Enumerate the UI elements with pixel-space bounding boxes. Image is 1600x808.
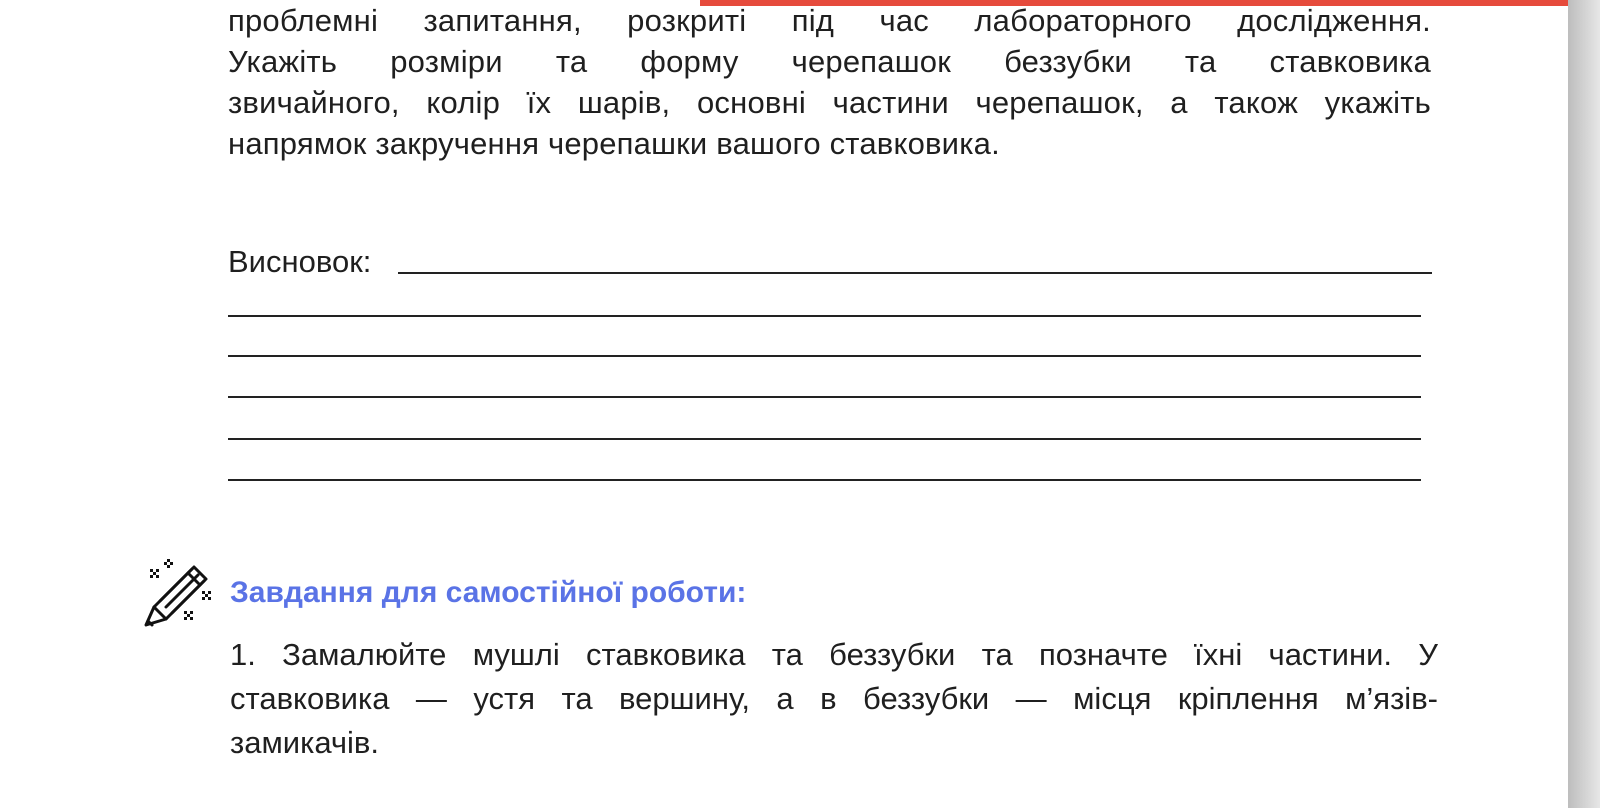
conclusion-answer-line-5[interactable] — [228, 438, 1421, 440]
conclusion-label: Висновок: — [228, 244, 372, 279]
task-section-body — [230, 633, 1438, 765]
intro-line-4: напрямок закручення черепашки вашого ставковика. — [228, 126, 1000, 161]
intro-paragraph — [228, 0, 1431, 164]
task-line-3: замикачів. — [230, 725, 380, 760]
page-edge-shadow — [1568, 0, 1600, 808]
conclusion-answer-line-6[interactable] — [228, 479, 1421, 481]
task-line-2: ставковика — устя та вершину, а в беззубки — місця кріплення м’язів- — [230, 681, 1438, 716]
intro-line-1: проблемні запитання, розкриті під час лабораторного дослідження. — [228, 3, 1431, 38]
conclusion-answer-line-3[interactable] — [228, 355, 1421, 357]
conclusion-answer-line-1[interactable] — [398, 272, 1432, 274]
intro-line-2: Укажіть розміри та форму черепашок беззубки та ставковика — [228, 44, 1431, 79]
pencil-sparkle-icon — [140, 555, 218, 633]
intro-line-3: звичайного, колір їх шарів, основні частини черепашок, а також укажіть — [228, 85, 1431, 120]
task-section-title: Завдання для самостійної роботи: — [230, 576, 747, 609]
conclusion-answer-line-4[interactable] — [228, 396, 1421, 398]
task-line-1: 1. Замалюйте мушлі ставковика та беззубки та позначте їхні частини. У — [230, 637, 1438, 672]
conclusion-answer-line-2[interactable] — [228, 315, 1421, 317]
